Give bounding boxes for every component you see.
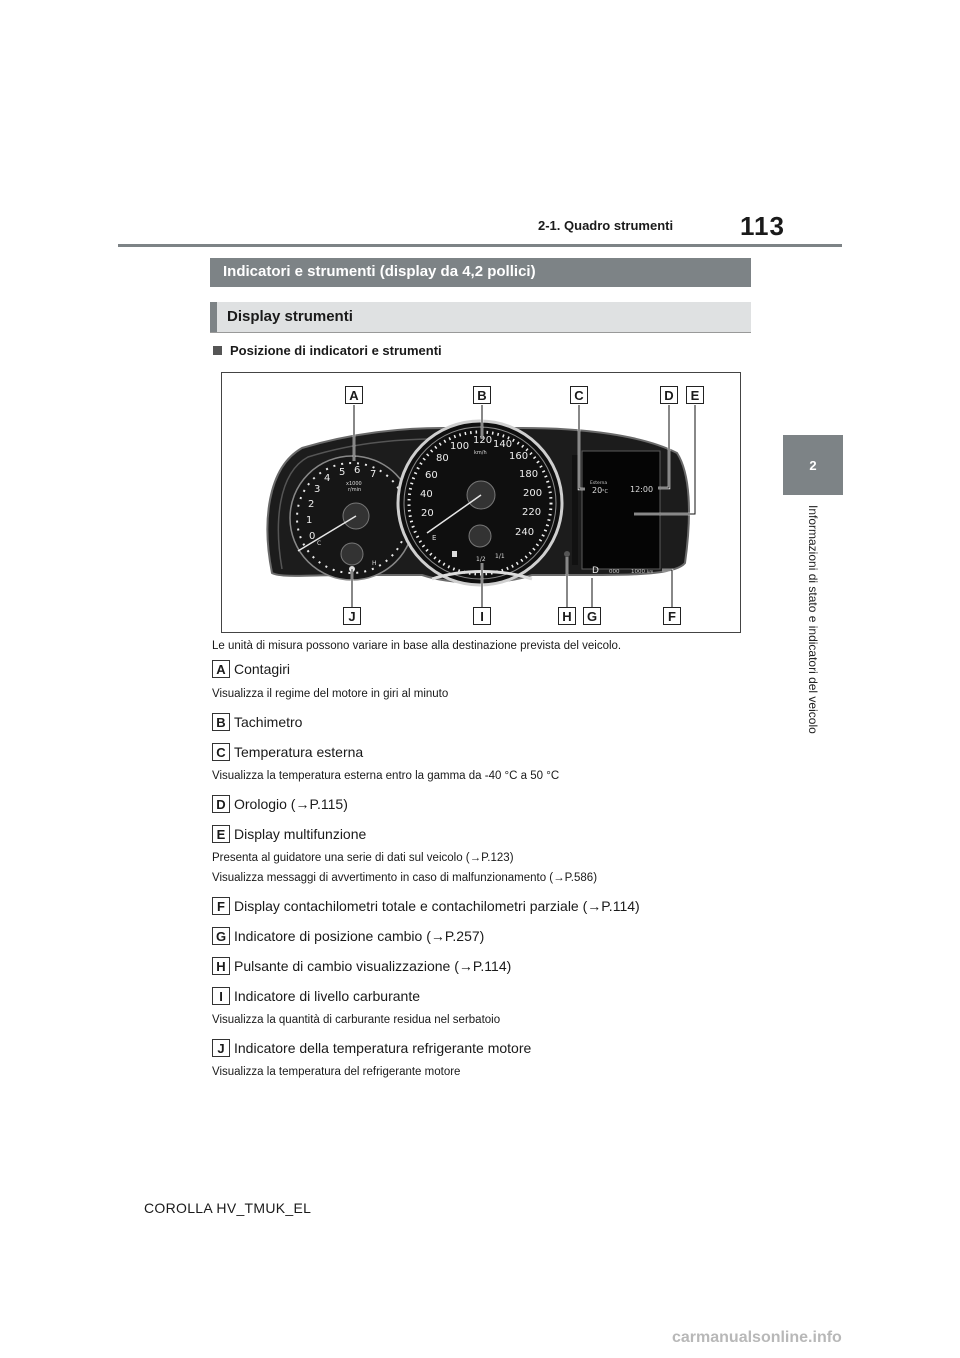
item-label: Display contachilometri totale e contachilometri parziale (→P.114)	[234, 898, 640, 914]
gear-indicator: D	[592, 566, 599, 576]
speed-tick-100: 100	[450, 441, 470, 452]
tach-tick-6: 6	[354, 465, 361, 476]
item-i	[212, 987, 420, 1005]
item-label: Indicatore di posizione cambio (→P.257)	[234, 928, 485, 944]
fuel-e-label: E	[432, 534, 437, 542]
fuel-pump-icon	[452, 551, 457, 557]
callout-j: J	[343, 607, 361, 625]
odo-value: 1000	[631, 569, 645, 575]
subheading: Display strumenti	[210, 302, 751, 332]
callout-g: G	[583, 607, 601, 625]
item-b	[212, 713, 302, 731]
chapter-label: Informazioni di stato e indicatori del veicolo	[806, 505, 820, 734]
tach-tick-4: 4	[324, 473, 331, 484]
item-h	[212, 957, 511, 975]
clock-value: 12:00	[630, 485, 654, 494]
speedometer-dial	[398, 421, 562, 585]
speed-tick-180: 180	[519, 469, 539, 480]
tach-unit-2: r/min	[348, 487, 362, 493]
temp-c-label: C	[317, 540, 322, 547]
callout-f: F	[663, 607, 681, 625]
item-desc: Visualizza messaggi di avvertimento in caso di malfunzionamento (→P.586)	[212, 872, 598, 884]
item-label: Tachimetro	[234, 714, 303, 730]
item-c	[212, 743, 363, 761]
trip-value: 000	[609, 569, 620, 575]
temp-h-label: H	[372, 560, 377, 567]
page-number: 113	[740, 211, 785, 241]
callout-i: I	[473, 607, 491, 625]
item-a	[212, 660, 290, 678]
callout-b: B	[473, 386, 491, 404]
item-desc: Visualizza la quantità di carburante residua nel serbatoio	[212, 1014, 501, 1026]
section-title: 2-1. Quadro strumenti	[538, 218, 674, 233]
item-letter: B	[212, 713, 230, 731]
item-letter: A	[212, 660, 230, 678]
item-letter: F	[212, 897, 230, 915]
speed-tick-60: 60	[425, 470, 438, 481]
item-label: Contagiri	[234, 661, 291, 677]
tach-tick-0: 0	[309, 531, 316, 542]
callout-h: H	[558, 607, 576, 625]
speed-tick-160: 160	[509, 451, 529, 462]
tachometer-dial	[290, 456, 414, 580]
tach-tick-1: 1	[306, 515, 313, 526]
speed-tick-200: 200	[523, 488, 543, 499]
tach-unit: x1000	[346, 481, 362, 487]
item-letter: C	[212, 743, 230, 761]
footer-model: COROLLA HV_TMUK_EL	[144, 1200, 312, 1216]
tach-tick-7: 7	[370, 469, 377, 480]
item-j	[212, 1039, 531, 1057]
tach-tick-3: 3	[314, 484, 321, 495]
ext-temp-unit: °C	[602, 489, 608, 495]
ext-temp-caption: Esterna	[590, 481, 608, 486]
watermark: carmanualsonline.info	[672, 1329, 842, 1346]
display-change-button	[564, 551, 570, 557]
speed-tick-80: 80	[436, 453, 449, 464]
bullet-square-icon	[213, 346, 222, 355]
fuel-full-label: 1/1	[495, 553, 505, 560]
item-letter: D	[212, 795, 230, 813]
item-desc: Visualizza il regime del motore in giri al minuto	[212, 688, 449, 700]
item-desc: Visualizza la temperatura del refrigerante motore	[212, 1066, 461, 1078]
item-letter: I	[212, 987, 230, 1005]
item-label: Pulsante di cambio visualizzazione (→P.114)	[234, 958, 512, 974]
chapter-number: 2	[809, 457, 817, 473]
bullet-title: Posizione di indicatori e strumenti	[230, 343, 442, 358]
item-label: Indicatore di livello carburante	[234, 988, 420, 1004]
callout-a: A	[345, 386, 363, 404]
item-desc: Presenta al guidatore una serie di dati sul veicolo (→P.123)	[212, 852, 514, 864]
item-d	[212, 795, 348, 813]
bullet-heading	[213, 343, 442, 358]
item-letter: E	[212, 825, 230, 843]
instrument-cluster-figure	[221, 372, 741, 633]
item-label: Orologio (→P.115)	[234, 796, 348, 812]
callout-c: C	[570, 386, 588, 404]
item-label: Indicatore della temperatura refrigerante motore	[234, 1040, 532, 1056]
tach-tick-5: 5	[339, 467, 346, 478]
header-rule	[118, 244, 842, 247]
fuel-half-label: 1/2	[476, 556, 486, 563]
item-desc: Visualizza la temperatura esterna entro la gamma da -40 °C a 50 °C	[212, 770, 560, 782]
item-f	[212, 897, 640, 915]
speed-tick-240: 240	[515, 527, 535, 538]
speed-tick-220: 220	[522, 507, 542, 518]
ext-temp-value: 20	[592, 486, 603, 495]
odo-unit: km	[647, 569, 654, 574]
item-label: Display multifunzione	[234, 826, 367, 842]
item-letter: G	[212, 927, 230, 945]
item-letter: J	[212, 1039, 230, 1057]
item-g	[212, 927, 484, 945]
speed-tick-40: 40	[420, 489, 433, 500]
item-e	[212, 825, 366, 843]
speed-tick-120: 120	[473, 435, 493, 446]
tach-tick-2: 2	[308, 499, 315, 510]
item-letter: H	[212, 957, 230, 975]
chapter-tab	[783, 435, 843, 495]
chapter-side-label	[783, 497, 843, 787]
callout-e: E	[686, 386, 704, 404]
item-label: Temperatura esterna	[234, 744, 364, 760]
speed-unit: km/h	[474, 450, 487, 456]
units-note: Le unità di misura possono variare in base alla destinazione prevista del veicolo.	[212, 640, 622, 652]
section-banner: Indicatori e strumenti (display da 4,2 pollici)	[210, 258, 751, 287]
speed-tick-20: 20	[421, 508, 434, 519]
callout-d: D	[660, 386, 678, 404]
subheading-rule	[210, 332, 751, 333]
speed-tick-140: 140	[493, 439, 513, 450]
instrument-cluster-illustration	[222, 373, 740, 632]
